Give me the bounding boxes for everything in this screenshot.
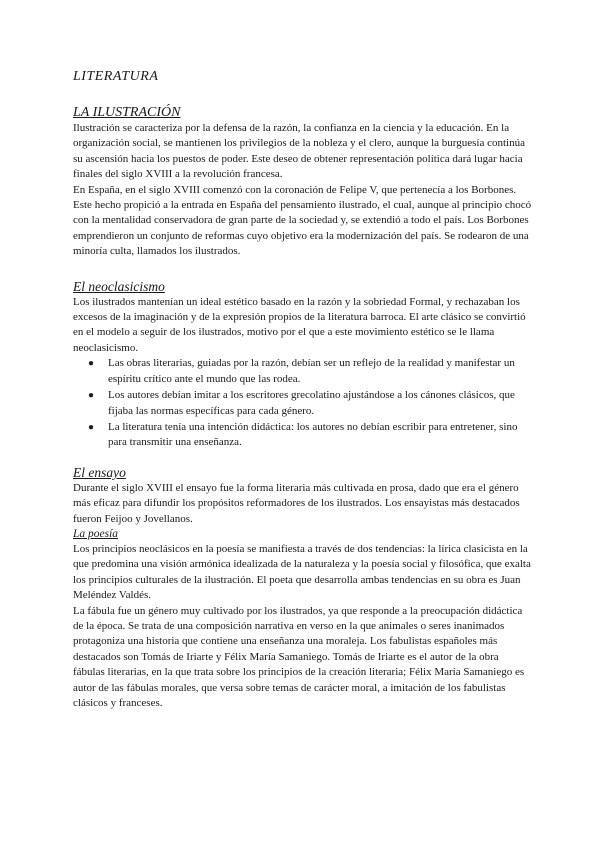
paragraph-poesia-1: Los principios neoclásicos en la poesía se manifiesta a través de dos tendencias: la lírica clasicista en la que predomina una visión armónica idealizada de la naturaleza y la poesía social y filosófica, que exalta los principios culturales de la ilustración. El poeta que desarrolla ambas tendencias en su obra es Juan Meléndez Valdés. xyxy=(73,542,531,602)
list-item: ● Los autores debían imitar a los escritores grecolatino ajustándose a los cánones clásicos, que fijaba las normas específicas para cada género. xyxy=(88,389,515,417)
paragraph-ilustracion-2: En España, en el siglo XVIII comenzó con la coronación de Felipe V, que pertenecía a los Borbones. Este hecho propició a la entrada en España del pensamiento ilustrado, el cual, aunque al principio chocó con la mentalidad conservadora de gran parte de la sociedad y, se extendió a todo el país. Los Borbones emprendieron un conjunto de reformas cuyo objetivo era la modernización del país. Se rodearon de una minoría culta, llamados los ilustrados. xyxy=(73,183,532,258)
bullet-icon: ● xyxy=(88,390,95,402)
paragraph-neoclasicismo-1: Los ilustrados mantenían un ideal estético basado en la razón y la sobriedad Formal, y rechazaban los excesos de la imaginación y de la expresión propios de la literatura barroca. El arte clásico se convirtió en el modelo a seguir de los ilustrados, motivo por el que a este movimiento estético se le llama neoclasicismo. xyxy=(73,295,526,354)
heading-ilustracion: LA ILUSTRACIÓN xyxy=(73,105,181,120)
neoclasicismo-bullet-list xyxy=(73,356,533,450)
list-item: ● Las obras literarias, guiadas por la razón, debían ser un reflejo de la realidad y manifestar un espíritu crítico ante el mundo que las rodea. xyxy=(88,357,515,385)
bullet-icon: ● xyxy=(88,421,95,433)
bullet-icon: ● xyxy=(88,358,95,370)
list-item: ● La literatura tenía una intención didáctica: los autores no debían escribir para entretener, sino para transmitir una enseñanza. xyxy=(88,420,518,449)
heading-ensayo: El ensayo xyxy=(73,464,126,480)
paragraph-poesia-2: La fábula fue un género muy cultivado por los ilustrados, ya que responde a la preocupación didáctica de la época. Se trata de una composición narrativa en verso en la que animales o seres inanimados protagoniza una historia que contiene una enseñanza una moraleja. Los fabulistas españoles más destacados son Tomás de Iriarte y Félix María Samaniego. Tomás de Iriarte es el autor de la obra fábulas literarias, en la que trata sobre los principios de la creación literaria; Félix María Samaniego es autor de las fábulas morales, que versa sobre temas de carácter moral, a imitación de los fabulistas clásicos y franceses. xyxy=(73,604,525,709)
document-title: LITERATURA xyxy=(73,69,159,84)
paragraph-ensayo-1: Durante el siglo XVIII el ensayo fue la forma literaria más cultivada en prosa, dado que era el género más eficaz para difundir los propósitos reformadores de los ilustrados. Los ensayistas más destacados fueron Feijoo y Jovellanos. xyxy=(73,481,520,525)
paragraph-ilustracion-1: Ilustración se caracteriza por la defensa de la razón, la confianza en la ciencia y la educación. En la organización social, se mantienen los privilegios de la nobleza y el clero, aunque la burguesía continúa su ascensión hacia los puestos de poder. Este deseo de obtener representación política dará lugar hacia finales del siglo XVIII a la revolución francesa. xyxy=(73,122,525,181)
document-page xyxy=(73,66,533,711)
heading-neoclasicismo: El neoclasicismo xyxy=(73,278,165,294)
subheading-poesia: La poesía xyxy=(73,527,119,540)
